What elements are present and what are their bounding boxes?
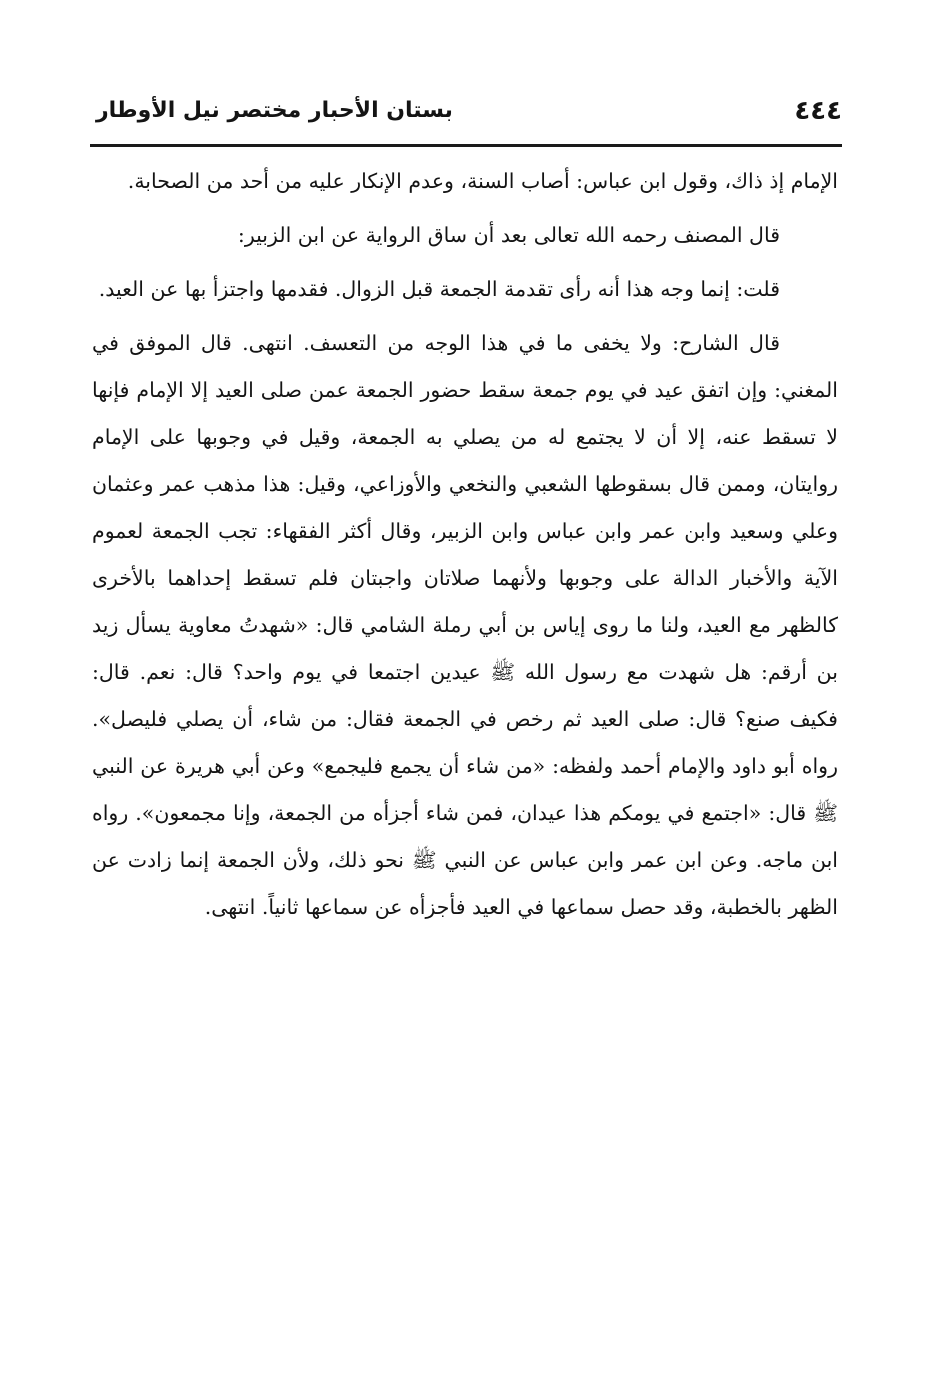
page-number: ٤٤٤	[794, 96, 842, 126]
paragraph-qultu: قلت: إنما وجه هذا أنه رأى تقدمة الجمعة قبل الزوال. فقدمها واجتزأ بها عن العيد.	[98, 277, 780, 301]
header-divider	[90, 144, 842, 147]
page-header	[90, 90, 842, 142]
paragraph-commentary: قال الشارح: ولا يخفى ما في هذا الوجه من التعسف. انتهى. قال الموفق في المغني: وإن اتفق عيد في يوم جمعة سقط حضور الجمعة عمن صلى العيد إلا الإمام فإنها لا تسقط عنه، إلا أن لا يجتمع له من يصلي به الجمعة، وقيل في وجوبها على الإمام روايتان، وممن قال بسقوطها الشعبي والنخعي والأوزاعي، وقيل: هذا مذهب عمر وعثمان وعلي وسعيد وابن عمر وابن عباس وابن الزبير، وقال أكثر الفقهاء: تجب الجمعة لعموم الآية والأخبار الدالة على وجوبها ولأنهما صلاتان واجبتان فلم تسقط إحداهما بالأخرى كالظهر مع العيد، ولنا ما روى إياس بن أبي رملة الشامي قال: «شهدتُ معاوية يسأل زيد بن أرقم: هل شهدت مع رسول الله ﷺ عيدين اجتمعا في يوم واحد؟ قال: نعم. قال: فكيف صنع؟ قال: صلى العيد ثم رخص في الجمعة فقال: من شاء، أن يصلي فليصل». رواه أبو داود والإمام أحمد ولفظه: «من شاء أن يجمع فليجمع» وعن أبي هريرة عن النبي ﷺ قال: «اجتمع في يومكم هذا عيدان، فمن شاء أجزأه من الجمعة، وإنا مجمعون». رواه ابن ماجه. وعن ابن عمر وابن عباس عن النبي ﷺ نحو ذلك، ولأن الجمعة إنما زادت عن الظهر بالخطبة، وقد حصل سماعها في العيد فأجزأه عن سماعها ثانياً. انتهى.	[92, 331, 838, 919]
paragraph-continuation: الإمام إذ ذاك، وقول ابن عباس: أصاب السنة، وعدم الإنكار عليه من أحد من الصحابة.	[127, 169, 838, 193]
paragraph-author-note: قال المصنف رحمه الله تعالى بعد أن ساق الرواية عن ابن الزبير:	[237, 223, 780, 247]
page-body	[92, 158, 838, 931]
running-title: بستان الأحبار مختصر نيل الأوطار	[96, 98, 453, 123]
